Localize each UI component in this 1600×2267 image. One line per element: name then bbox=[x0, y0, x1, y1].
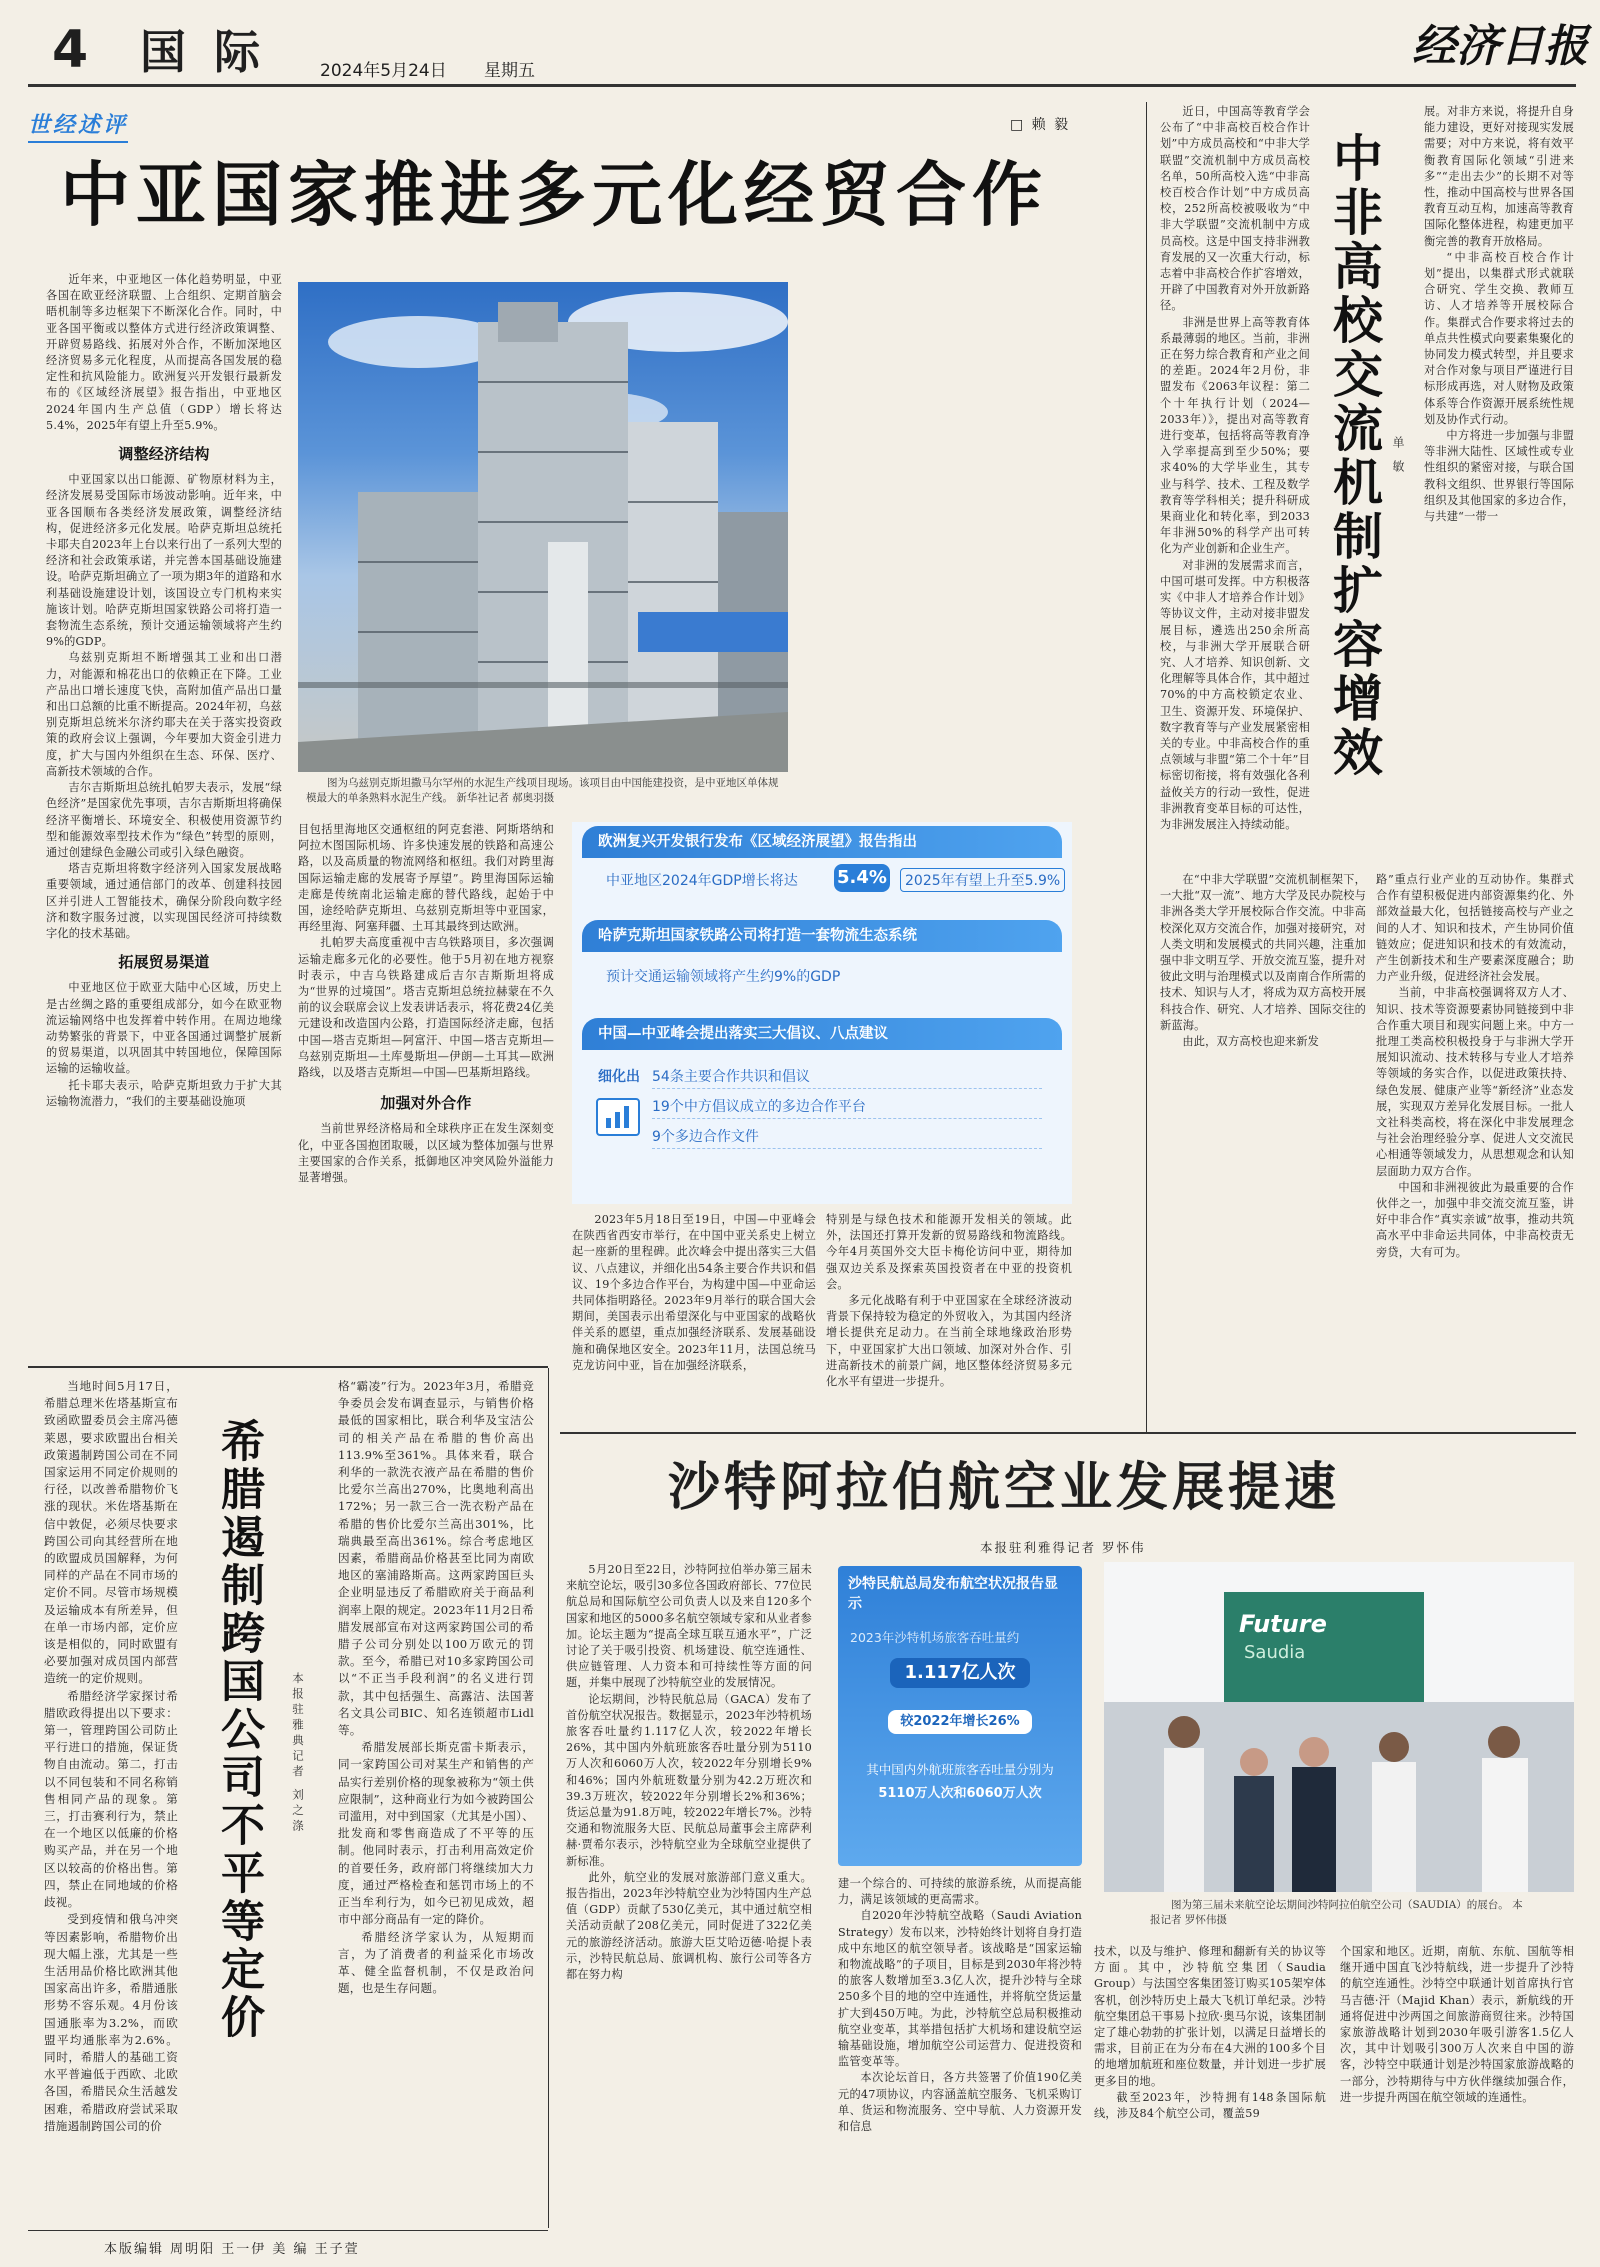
saudi-col-4 bbox=[1340, 1944, 1574, 2106]
saudi-photo-caption: 图为第三届未来航空论坛期间沙特阿拉伯航空公司（SAUDIA）的展台。 本报记者 罗怀伟摄 bbox=[1150, 1899, 1523, 1926]
top-col-3 bbox=[572, 1212, 816, 1374]
paragraph: 希腊经济学家认为，从短期而言，为了消费者的利益采化市场改革、健全监督机制，不仅是政治问题，也是生存问题。 bbox=[338, 1929, 534, 1996]
greece-byline: 本报驻雅典记者 刘之涤 bbox=[291, 1672, 305, 1835]
saudi-col-1 bbox=[566, 1562, 812, 1983]
greece-col-1 bbox=[44, 1378, 178, 2135]
info-box2-text: 预计交通运输领域将产生约9%的GDP bbox=[606, 969, 841, 985]
paragraph: 非洲是世界上高等教育体系最薄弱的地区。当前，非洲正在努力综合教育和产业之间的差距。2024年2月份，非盟发布《2063年议程：第二个十年执行计划（2024—2033年）》，提出对高等教育进行变革，包括将高等教育净入学率提高到至少50%；要求40%的大学毕业生，其专业与科学、技术、工程及数学教育等学科相关；提升科研成果商业化和转化率，到2033年非洲50%的科学产出可转化为产业创新和企业生产。 bbox=[1160, 315, 1310, 556]
forum-sign-line1: Future bbox=[1239, 1610, 1327, 1638]
paragraph: 2023年5月18日至19日，中国—中亚峰会在陕西省西安市举行，在中国中亚关系史上树立起一座新的里程碑。此次峰会中提出落实三大倡议、八点建议，并细化出54条主要合作共识和倡议、19个多边合作平台，为构建中国—中亚命运共同体指明路径。2023年9月举行的联合国大会期间，美国表示出希望深化与中亚国家的战略伙伴关系的愿望，重点加强经济联系、发展基础设施和确保地区安全。2023年11月，法国总统马克龙访问中亚，旨在加强经济联系， bbox=[572, 1213, 816, 1372]
top-headline: 中亚国家推进多元化经贸合作 bbox=[60, 153, 1048, 236]
greece-divider bbox=[548, 1368, 549, 2228]
chart-icon bbox=[596, 1098, 640, 1136]
saudi-info-value1: 1.117亿人次 bbox=[890, 1658, 1030, 1688]
info-graphic bbox=[572, 822, 1072, 1204]
plant-illustration bbox=[298, 282, 788, 772]
paragraph: “中非高校百校合作计划”提出，以集群式形式就联合研究、学生交换、教师互访、人才培养等开展校际合作。集群式合作要求将过去的单点共性模式向要素集聚化的协同发力模式转型，并且要求对合作对象与项目严谨进行目标形成再选，对人财物及政策体系等合作资源开展系统性规划及协作式行动。 bbox=[1424, 250, 1574, 426]
paragraph: 中方将进一步加强与非盟等非洲大陆性、区域性或专业性组织的紧密对接，与联合国教科文组织、世界银行等国际组织及其他国家的多边合作，与共建“一带一 bbox=[1424, 429, 1574, 524]
paragraph: 当前，中非高校强调将双方人才、知识、技术等资源要素协同链接到中非合作重大项目和现实问题上来。中方一批理工类高校积极投身于与非洲大学开展知识流动、技术转移与专业人才培养等领域的务实合作，以促进政策扶持、绿色发展、健康产业等“新经济”业态发展，实现双方差异化发展目标。一批人文社科类高校，将在深化中非发展理念与社会治理经验分享、促进人文交流民心相通等领域发力，从思想观念和认知层面助力双方合作。 bbox=[1376, 986, 1574, 1178]
paragraph: 截至2023年，沙特拥有148条国际航线，涉及84个航空公司，覆盖59 bbox=[1094, 2090, 1326, 2121]
paragraph: 中国和非洲视彼此为最重要的合作伙伴之一，加强中非交流交流互鉴，讲好中非合作“真实亲诚”故事，推动共筑高水平中非命运共同体，中非高校责无旁贷，大有可为。 bbox=[1376, 1180, 1574, 1259]
info-box1-tail: 2025年有望上升至5.9% bbox=[900, 868, 1065, 892]
forum-sign-line2: Saudia bbox=[1244, 1642, 1306, 1663]
info-box3-item-1: 54条主要合作共识和倡议 bbox=[652, 1066, 1042, 1089]
paragraph: 多元化战略有利于中亚国家在全球经济波动背景下保持较为稳定的外贸收入，为其国内经济增长提供充足动力。在当前全球地缘政治形势下，中亚国家扩大出口领域、加深对外合作、引进高新技术的前景广阔，地区整体经济贸易多元化水平有望进一步提升。 bbox=[826, 1294, 1072, 1389]
paragraph: 特别是与绿色技术和能源开发相关的领域。此外，法国还打算开发新的贸易路线和物流路线。今年4月英国外交大臣卡梅伦访问中亚，期待加强双边关系及探索英国投资者在中亚的投资机会。 bbox=[826, 1213, 1072, 1291]
saudi-info-line2: 其中国内外航班旅客吞吐量分别为 bbox=[866, 1762, 1054, 1777]
paragraph: 格“霸凌”行为。2023年3月，希腊竞争委员会发布调查显示，与销售价格最低的国家相比，联合利华及宝洁公司的相关产品在希腊的售价高出113.9%至361%。具体来看，联合利华的一款洗衣液产品在希腊的售价比爱尔兰高出270%，比奥地利高出172%；另一款三合一洗衣粉产品在希腊的售价比爱尔兰高出301%，比瑞典最至高出361%。综合考虑地区因素，希腊商品价格甚至比同为南欧地区的塞浦路斯高。这两家跨国巨头企业明显违反了希腊欧府关于商品利润率上限的规定。2023年11月2日希腊发展部宣布对这两家跨国公司的希腊子公司分别处以100万欧元的罚款。至今，希腊已对10多家跨国公司以“不正当手段利润”的名义进行罚款，其中包括强生、高露洁、法国著名文具公司BIC、知名连锁超市Lidl等。 bbox=[338, 1379, 534, 1738]
paragraph: 建一个综合的、可持续的旅游系统，从而提高能力，满足该领域的更高需求。 bbox=[838, 1877, 1082, 1907]
masthead-logo: 经济日报 bbox=[1412, 21, 1588, 72]
info-box2-title: 哈萨克斯坦国家铁路公司将打造一套物流生态系统 bbox=[582, 920, 1062, 952]
cement-plant-photo bbox=[298, 282, 788, 772]
paragraph: 当前世界经济格局和全球秩序正在发生深刻变化，中亚各国抱团取暖，以区域为整体加强与世界主要国家的合作关系，抵御地区冲突风险外溢能力显著增强。 bbox=[298, 1122, 554, 1185]
greece-headline: 希腊遏制跨国公司不平等定价 bbox=[213, 1418, 264, 2042]
column-tag: 世经述评 bbox=[28, 108, 128, 143]
subhead-adjust-structure: 调整经济结构 bbox=[118, 445, 210, 464]
saudi-info-value3: 5110万人次和6060万人次 bbox=[878, 1786, 1042, 1801]
paragraph: 托卡耶夫表示，哈萨克斯坦致力于扩大其运输物流潜力，“我们的主要基础设施项 bbox=[46, 1078, 282, 1108]
paragraph: 对非洲的发展需求而言，中国可堪可发挥。中方积极落实《中非人才培养合作计划》等协议文件，主动对接非盟发展目标，遴选出250余所高校，与非洲大学开展联合研究、人才培养、知识创新、文化理解等具体合作，其中超过70%的中方高校锁定农业、卫生、资源开发、环境保护、数字教育等与产业发展紧密相关的专业。中非高校合作的重点领域与非盟“第二个十年”目标密切衔接，将有效强化各利益攸关方的行动一致性，促进非洲教育变革目标的可达性，为非洲发展注入持续动能。 bbox=[1160, 558, 1310, 831]
paragraph: 此外，航空业的发展对旅游部门意义重大。报告指出，2023年沙特航空业为沙特国内生产总值（GDP）贡献了530亿美元，其中通过航空相关活动贡献了208亿美元，同时促进了322亿美元的旅游经济活动。旅游大臣艾哈迈德·哈提卜表示，沙特民航总局、旅调机构、旅行公司等各方都在努力构 bbox=[566, 1870, 812, 1982]
issue-weekday: 星期五 bbox=[484, 61, 535, 81]
paragraph: 展。对非方来说，将提升自身能力建设，更好对接现实发展需要；对中方来说，将有效平衡教育国际化领域“引进来多”“走出去少”的长期不对等性，推动中国高校与世界各国教育互动互构，加速高等教育国际化整体进程，构建更加平衡完善的教育开放格局。 bbox=[1424, 105, 1574, 248]
right-divider bbox=[1146, 102, 1147, 1432]
paragraph: 自2020年沙特航空战略（Saudi Aviation Strategy）发布以来，沙特始终计划将自身打造成中东地区的航空领导者。该战略是“国家运输和物流战略”的子项目，目标是到2030年将沙特的旅客人数增加至3.3亿人次，提升沙特与全球250多个目的地的空中连通性，并将航空货运量扩大到450万吨。为此，沙特航空总局积极推动航空业变革，其举措包括扩大机场和建设航空运输基础设施，增加航空公司运营力、促进投资和监管变革等。 bbox=[838, 1909, 1082, 2069]
paragraph: 论坛期间，沙特民航总局（GACA）发布了首份航空状况报告。数据显示，2023年沙特机场旅客吞吐量约1.117亿人次，较2022年增长26%，其中国内外航班旅客吞吐量分别为5110万人次和6060万人次，较2022年分别增长9%和46%；国内外航班数量分别为42.2万班次和39.3万班次，较2022年分别增长2%和36%；货运总量为91.8万吨，较2022年增长7%。沙特交通和物流服务大臣、民航总局董事会主席萨利赫·贾希尔表示，沙特航空业为全球航空业提供了新标准。 bbox=[566, 1692, 812, 1868]
paragraph: 吉尔吉斯斯坦总统扎帕罗夫表示，发展“绿色经济”是国家优先事项，吉尔吉斯斯坦将确保经济平衡增长、环境安全、积极使用资源节约型和能源效率型技术作为“绿色”转型的原则，通过创建绿色金融公司或引入绿色融资。 bbox=[46, 781, 282, 859]
issue-date: 2024年5月24日 bbox=[320, 61, 447, 81]
paragraph: 中亚国家以出口能源、矿物原材料为主，经济发展易受国际市场波动影响。近年来，中亚各国顺布各类经济发展政策，调整经济结构，促进经济多元化发展。哈萨克斯坦总统托卡耶夫自2023年上台以来行出了一系列大型的经济和社会政策承诺，并完善本国基础设施建设。哈萨克斯坦确立了一项为期3年的道路和水利基础设施建设计划，该国设立专门机构来实施该计划。哈萨克斯坦国家铁路公司将打造一套物流生态系统，预计交通运输领域将产生约9%的GDP。 bbox=[46, 473, 282, 649]
saudi-info-title: 沙特民航总局发布航空状况报告显示 bbox=[848, 1576, 1058, 1612]
saudi-headline: 沙特阿拉伯航空业发展提速 bbox=[668, 1457, 1341, 1518]
forum-illustration bbox=[1104, 1562, 1574, 1892]
paragraph: 由此，双方高校也迎来新发 bbox=[1182, 1035, 1320, 1049]
right-col-2-cont bbox=[1376, 872, 1574, 1261]
editors-credit: 本版编辑 周明阳 王一伊 美 编 王子萱 bbox=[104, 2242, 360, 2257]
paragraph: 目包括里海地区交通枢纽的阿克套港、阿斯塔纳和阿拉木图国际机场、许多快速发展的铁路和高速公路，以及高质量的物流网络和枢纽。我们对跨里海国际运输走廊的发展寄予厚望”。跨里海国际运输走廊是传统南北运输走廊的替代路线，起始于中国，途经哈萨克斯坦、乌兹别克斯坦等中亚国家，再经里海、阿塞拜疆、土耳其最终到达欧洲。 bbox=[298, 823, 554, 934]
paragraph: 在“中非大学联盟”交流机制框架下，一大批“双一流”、地方大学及民办院校与非洲各类大学开展校际合作交流。中非高校深化双方交流合作，加强对接研究，对人类文明和发展模式的共同兴趣，注重加强中非文明互学、开放交流互鉴，提升对彼此文明与治理模式以及南南合作所需的技术、知识与人才，将成为双方高校开展科技合作、研究、人才培养、国际交往的新蓝海。 bbox=[1160, 873, 1366, 1032]
top-col-2 bbox=[298, 822, 554, 1186]
header-rule bbox=[28, 84, 1576, 87]
info-box1-title: 欧洲复兴开发银行发布《区域经济展望》报告指出 bbox=[582, 826, 1062, 858]
info-box3-label: 细化出 bbox=[598, 1069, 640, 1085]
section-rule bbox=[560, 1432, 1576, 1434]
paragraph: 希腊经济学家探讨希腊欧政得提出以下要求：第一，管理跨国公司防止平行进口的措施，保证货物自由流动。第二，打击以不同包装和不同名称销售相同产品的现象。第三，打击赛利行为，禁止在一个地区以低廉的价格购买产品，并在另一个地区以较高的价格出售。第四，禁止在同地域的价格歧视。 bbox=[44, 1688, 178, 1910]
section-name: 国 际 bbox=[140, 25, 267, 79]
top-col-1 bbox=[46, 272, 282, 1110]
saudi-byline: 本报驻利雅得记者 罗怀伟 bbox=[980, 1540, 1146, 1555]
subhead-trade-channels: 拓展贸易渠道 bbox=[118, 953, 210, 972]
paragraph: 个国家和地区。近期，南航、东航、国航等相继开通中国直飞沙特航线，进一步提升了沙特的航空连通性。沙特空中联通计划首席执行官马吉德·汗（Majid Khan）表示，新航线的开通将促进中沙两国之间旅游商贸往来。沙特国家旅游战略计划到2030年吸引游客1.5亿人次，其中计划吸引300万人次来自中国的游客，沙特空中联通计划是沙特国家旅游战略的一部分，沙特期待与中方伙伴继续加强合作，进一步提升两国在航空领域的连通性。 bbox=[1340, 1945, 1574, 2104]
paragraph: 5月20日至22日，沙特阿拉伯举办第三届未来航空论坛，吸引30多位各国政府部长、77位民航总局和国际航空公司负责人以及来自120多个国家和地区的5000多名航空领域专家和从业者参加。论坛主题为“提高全球互联互通水平”，广泛讨论了关于吸引投资、机场建设、航空连通性、供应链管理、人力资本和可持续性等方面的问题，并集中展现了沙特航空业的发展情况。 bbox=[566, 1563, 812, 1690]
paragraph: 技术，以及与维护、修理和翻新有关的协议等方面。其中，沙特航空集团（Saudia Group）与法国空客集团签订购买105架窄体客机，创沙特历史上最大飞机订单纪录。沙特航空集团总干事易卜拉欣·奥马尔说，该集团制定了雄心勃勃的扩张计划，以满足日益增长的需求，目前正在为分布在4大洲的100多个目的地增加航班和座位数量，并计划进一步扩展更多目的地。 bbox=[1094, 1945, 1326, 2088]
paragraph: 近日，中国高等教育学会公布了“中非高校百校合作计划”中方成员高校和“中非大学联盟”交流机制中方成员高校名单，50所高校入选“中非高校百校合作计划”中方成员高校，252所高校被吸收为“中非大学联盟”交流机制中方成员高校。这是中国支持非洲教育发展的又一次重大行动，标志着中非高校合作扩容增效，开辟了中国教育对外开放新路径。 bbox=[1160, 105, 1310, 313]
paragraph: 路”重点行业产业的互动协作。集群式合作有望积极促进内部资源集约化、外部效益最大化，包括链接高校与产业之间的人才、知识和技术，产生协同价值链效应；促进知识和技术的有效流动，产生创新技术和生产要素深度融合；助力产业升级，促进经济社会发展。 bbox=[1376, 873, 1574, 984]
info-box3-title: 中国—中亚峰会提出落实三大倡议、八点建议 bbox=[582, 1018, 1062, 1050]
paragraph: 受到疫情和俄乌冲突等因素影响，希腊物价出现大幅上涨，尤其是一些生活用品价格比欧洲其他国家高出许多，希腊通胀形势不容乐观。4月份该国通胀率为3.2%，而欧盟平均通胀率为2.6%。同时，希腊人的基础工资水平普遍低于西欧、北欧各国，希腊民众生活越发困难，希腊政府尝试采取措施遏制跨国公司的价 bbox=[44, 1912, 178, 2133]
right-col-1 bbox=[1160, 104, 1310, 833]
right-col-2 bbox=[1424, 104, 1574, 525]
saudi-forum-photo bbox=[1104, 1562, 1574, 1892]
paragraph: 扎帕罗夫高度重视中吉乌铁路项目，多次强调运输走廊多元化的必要性。他于5月初在地方视察时表示，中吉乌铁路建成后吉尔吉斯斯坦将成为“世界的过境国”。塔吉克斯坦总统拉赫蒙在不久前的议会联席会议上发表讲话表示，将花费24亿美元建设和改造国内公路，打造国际经济走廊，包括中国—塔吉克斯坦—阿富汗、中国—塔吉克斯坦—乌兹别克斯坦—土库曼斯坦—伊朗—土耳其—欧洲路线，以及塔吉克斯坦—中国—巴基斯坦路线。 bbox=[298, 936, 554, 1080]
section-rule bbox=[28, 1366, 548, 1368]
greece-col-2 bbox=[338, 1378, 534, 1997]
paragraph: 希腊发展部长斯克雷卡斯表示，同一家跨国公司对某生产和销售的产品实行差别价格的现象被称为“领土供应限制”，这种商业行为如今被跨国公司滥用，对中到国家（尤其是小国）、批发商和零售商造成了不平等的压制。他同时表示，打击利用高效定价的首要任务，政府部门将继续加大力度，通过严格检查和惩罚市场上的不正当牟利行为，如今已初见成效，超市中部分商品有一定的降价。 bbox=[338, 1740, 534, 1927]
paragraph: 乌兹别克斯坦不断增强其工业和出口潜力，对能源和棉花出口的依赖正在下降。工业产品出口增长速度飞快，高附加值产品出口量和出口总额的比重不断提高。2024年初，乌兹别克斯坦总统米尔济约耶夫在关于落实投资政策的政府会议上强调，今年要加大资金引进力度，扩大与国内外组织在生态、环保、医疗、高新技术领域的合作。 bbox=[46, 651, 282, 778]
saudi-info-graphic bbox=[838, 1566, 1082, 1866]
info-box3-item-3: 9个多边合作文件 bbox=[652, 1126, 1042, 1149]
saudi-col-2 bbox=[838, 1876, 1082, 2135]
saudi-col-3 bbox=[1094, 1944, 1326, 2122]
paragraph: 中亚地区位于欧亚大陆中心区域，历史上是古丝绸之路的重要组成部分，如今在欧亚物流运输网络中也发挥着中转作用。在周边地缘动势繁张的背景下，中亚各国通过调整扩展新的贸易渠道，以巩固其中转国地位，保障国际运输的运输收益。 bbox=[46, 981, 282, 1076]
info-box3-item-2: 19个中方倡议成立的多边合作平台 bbox=[652, 1096, 1042, 1119]
photo-caption: 图为乌兹别克斯坦撒马尔罕州的水泥生产线项目现场。该项目由中国能建投资，是中亚地区单体规模最大的单条熟料水泥生产线。 新华社记者 郝奥羽摄 bbox=[306, 777, 779, 804]
right-headline: 中非高校交流机制扩容增效 bbox=[1325, 132, 1384, 780]
saudi-info-value2: 较2022年增长26% bbox=[888, 1710, 1032, 1734]
bar-chart-icon bbox=[598, 1100, 638, 1134]
right-col-1-cont bbox=[1160, 872, 1366, 1050]
paragraph: 本次论坛首日，各方共签署了价值190亿美元的47项协议，内容涵盖航空服务、飞机采购订单、货运和物流服务、空中导航、人力资源开发和信息 bbox=[838, 2071, 1082, 2134]
paragraph: 当地时间5月17日，希腊总理米佐塔基斯宣布致函欧盟委员会主席冯德莱恩，要求欧盟出台相关政策遏制跨国公司在不同国家运用不同定价规则的行径，以改善希腊物价飞涨的现状。米佐塔基斯在信中敦促，必须尽快要求跨国公司向其经营所在地的欧盟成员国解释，为何同样的产品在不同市场的定价不同。尽管市场规模及运输成本有所差异，但在单一市场内部，定价应该是相似的，同时欧盟有必要加强对成员国内部营造统一的定价规则。 bbox=[44, 1379, 178, 1686]
info-box1-value: 5.4% bbox=[834, 864, 890, 892]
top-byline: □ 赖 毅 bbox=[1010, 117, 1071, 133]
info-box1-text: 中亚地区2024年GDP增长将达 bbox=[606, 873, 798, 889]
footer-rule bbox=[28, 2230, 548, 2231]
paragraph: 塔吉克斯坦将数字经济列入国家发展战略重要领域，通过通信部门的改革、创建科技园区并引进人工智能技术，确保分阶段向数字经济和数字服务过渡，以实现国民经济可持续数字化的技术基础。 bbox=[46, 862, 282, 940]
subhead-external-cooperation: 加强对外合作 bbox=[380, 1094, 472, 1113]
page-header bbox=[0, 0, 1600, 84]
lead-paragraph: 近年来，中亚地区一体化趋势明显，中亚各国在欧亚经济联盟、上合组织、定期首脑会晤机制等多边框架下不断深化合作。同时，中亚各国平衡或以整体方式进行经济政策调整、开辟贸易路线、拓展对外合作，不断加深地区经济贸易多元化程度，从而提高各国发展的稳定性和抗风险能力。欧洲复兴开发银行最新发布的《区域经济展望》报告指出，中亚地区2024年国内生产总值（GDP）增长将达5.4%，2025年有望上升至5.9%。 bbox=[46, 273, 282, 432]
right-byline: 单 敏 bbox=[1391, 436, 1405, 476]
saudi-info-line1: 2023年沙特机场旅客吞吐量约 bbox=[850, 1630, 1020, 1645]
top-col-4 bbox=[826, 1212, 1072, 1390]
page-number: 4 bbox=[52, 20, 89, 80]
